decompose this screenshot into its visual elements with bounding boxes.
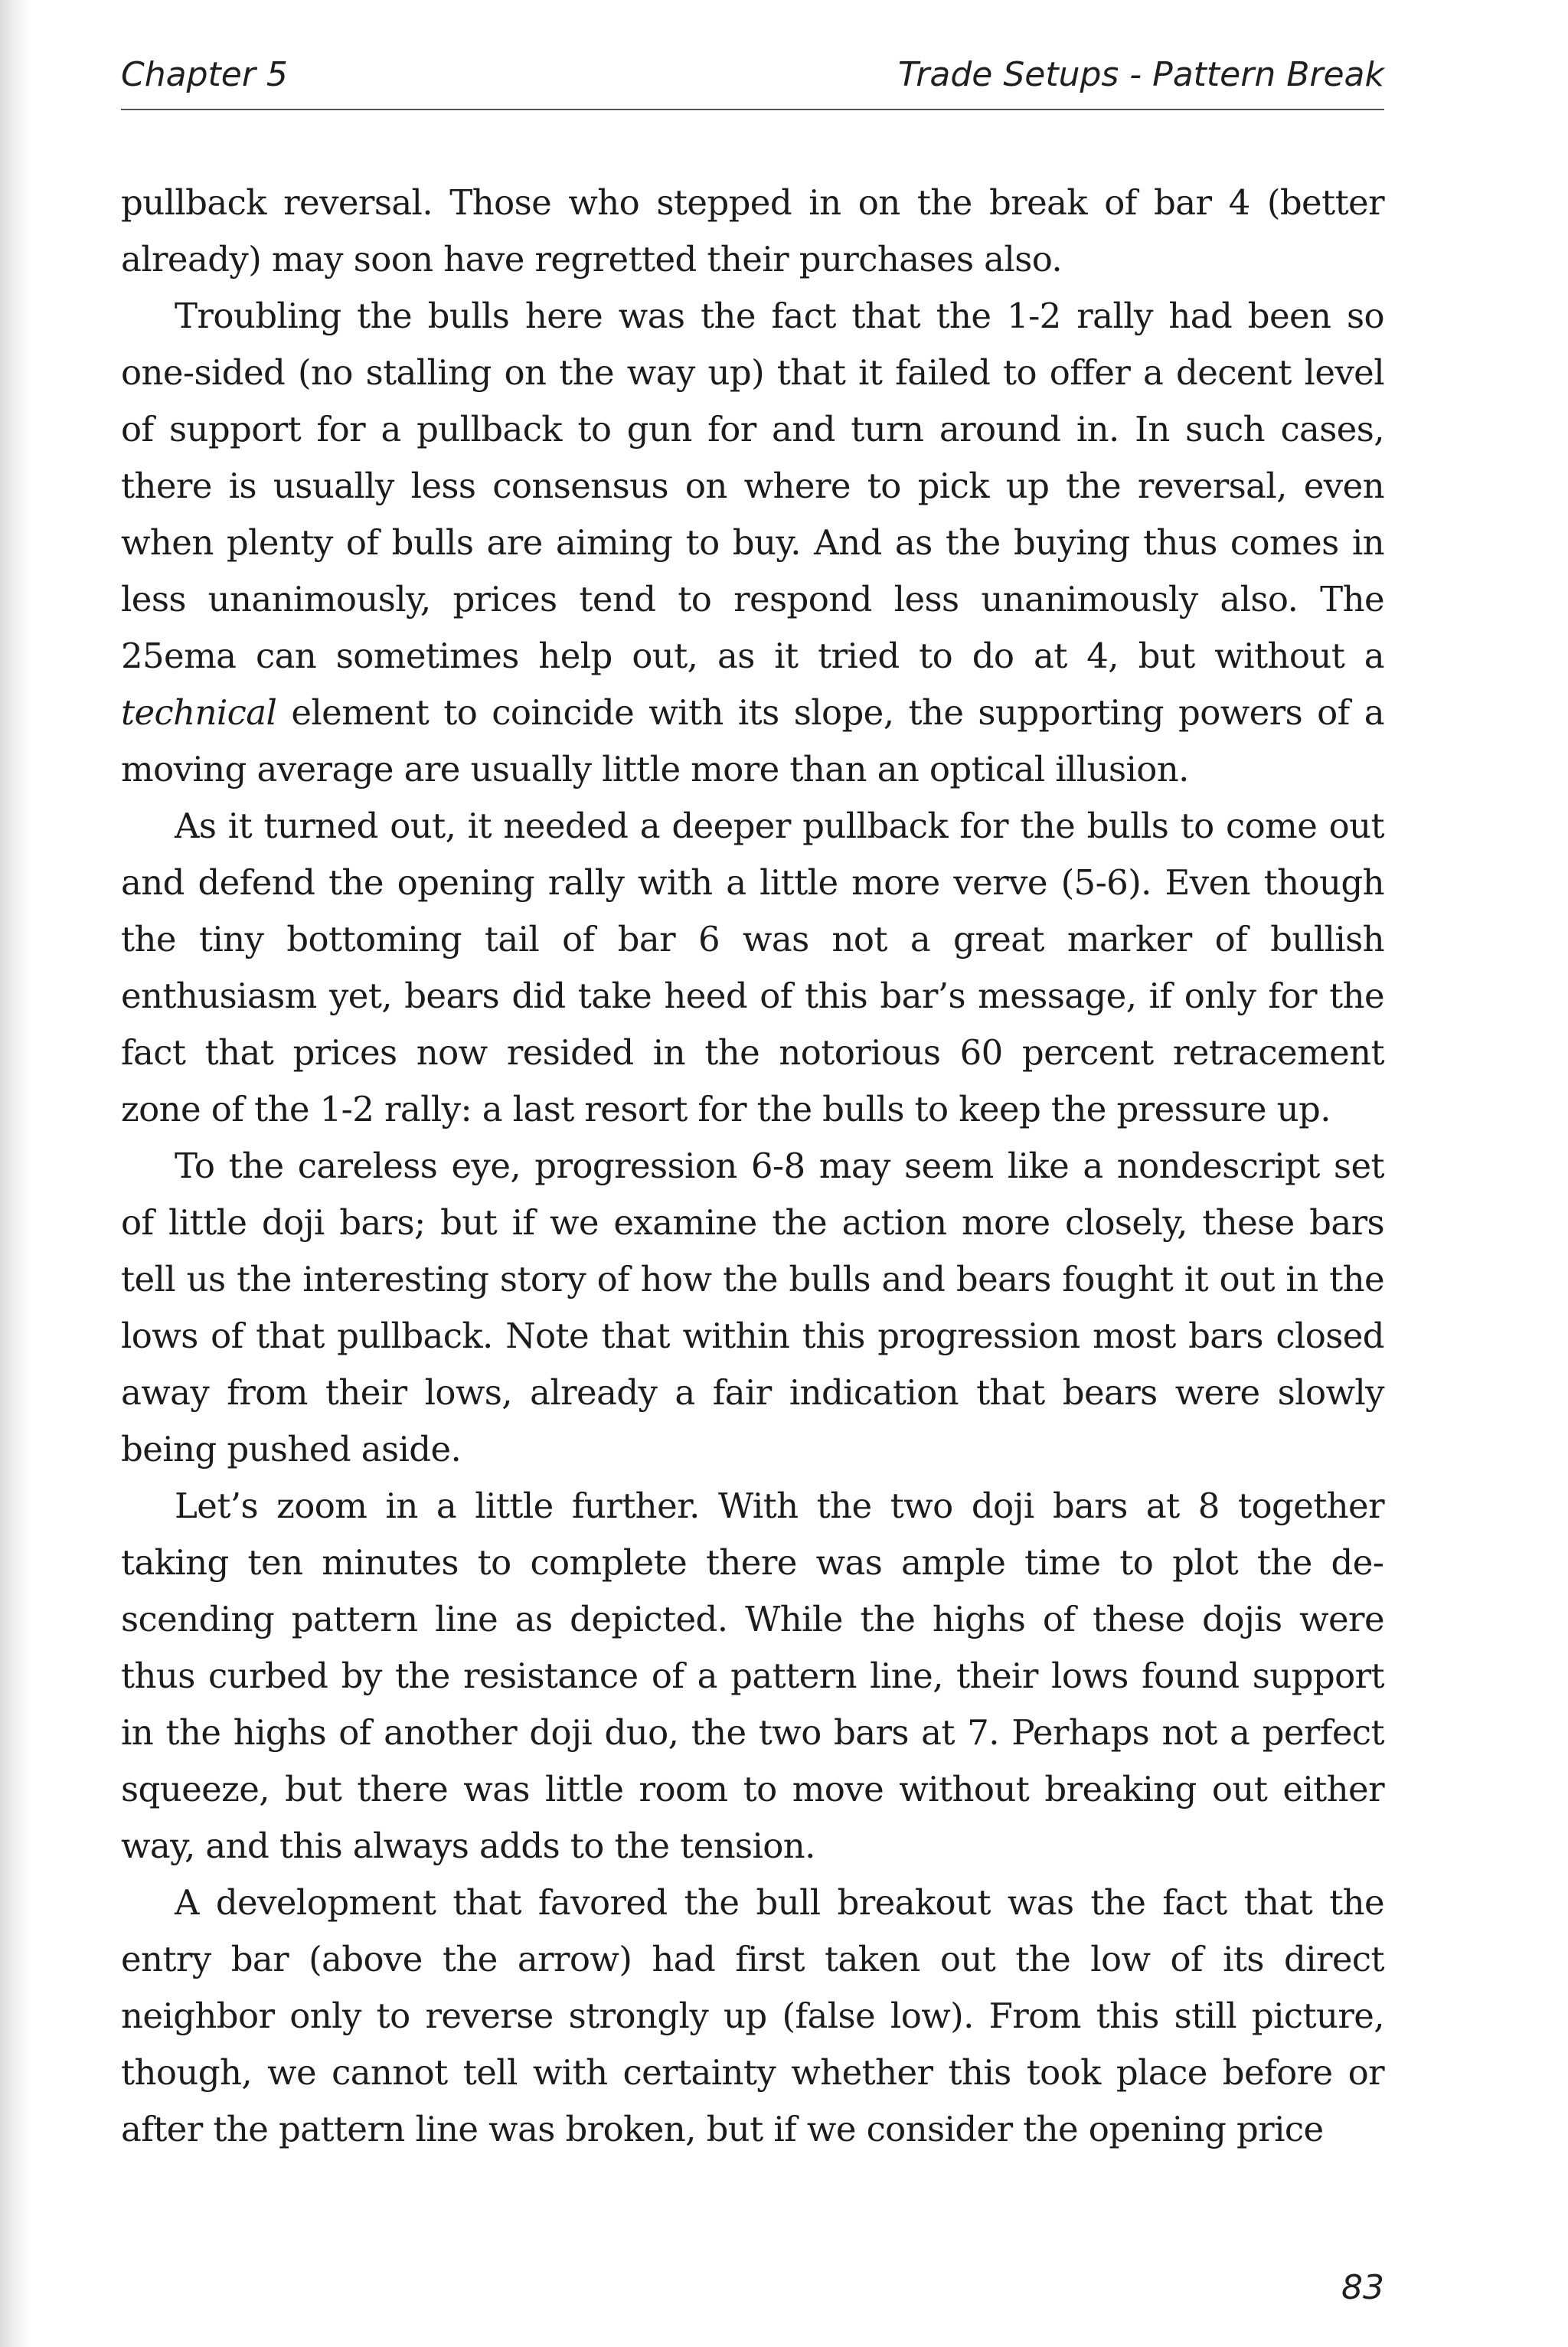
emphasis-technical: technical (121, 692, 277, 733)
running-header (121, 44, 1384, 106)
header-rule (121, 109, 1384, 110)
paragraph-2 (121, 288, 1384, 798)
paragraph-5: Let’s zoom in a little further. With the two doji bars at 8 together taking ten minutes to complete there was ample time to plot the descending pattern line as depicted. While the highs of these dojis were thus curbed by the resistance of a pattern line, their lows found support in the highs of another doji duo, the two bars at 7. Perhaps not a perfect squeeze, but there was little room to move without breaking out either way, and this always adds to the tension. (121, 1486, 1384, 1866)
paragraph-3: As it turned out, it needed a deeper pullback for the bulls to come out and defend the opening rally with a little more verve (5-6). Even though the tiny bottoming tail of bar 6 was not a great marker of bullish enthusiasm yet, bears did take heed of this bar’s message, if only for the fact that prices now resided in the notorious 60 percent retracement zone of the 1-2 rally: a last resort for the bulls to keep the pressure up. (121, 806, 1384, 1129)
body-text (121, 175, 1384, 2158)
paragraph-6: A development that favored the bull breakout was the fact that the entry bar (above the arrow) had first taken out the low of its direct neighbor only to reverse strongly up (false low). From this still picture, though, we cannot tell with certainty whether this took place before or after the pattern line was broken, but if we consider the opening price (121, 1882, 1384, 2149)
scan-edge-shadow (0, 0, 31, 2347)
page-number: 83 (1341, 2268, 1384, 2307)
section-title: Trade Setups - Pattern Break (897, 55, 1384, 94)
paragraph-2-text-b: element to coincide with its slope, the supporting powers of a moving average are usually little more than an optical illusion. (121, 692, 1384, 789)
paragraph-1: pullback reversal. Those who stepped in on the break of bar 4 (better already) may soon have regretted their purchases also. (121, 182, 1384, 279)
chapter-label: Chapter 5 (121, 55, 288, 94)
paragraph-2-text-a: Troubling the bulls here was the fact that the 1-2 rally had been so one-sided (no stalling on the way up) that it failed to offer a decent level of support for a pullback to gun for and turn around in. In such cases, there is usually less consensus on where to pick up the reversal, even when plenty of bulls are aiming to buy. And as the buying thus comes in less unanimously, prices tend to respond less unanimously also. The 25ema can sometimes help out, as it tried to do at 4, but without a (121, 296, 1384, 676)
paragraph-4: To the careless eye, progression 6-8 may seem like a nondescript set of little doji bars; but if we examine the action more closely, these bars tell us the interesting story of how the bulls and bears fought it out in the lows of that pullback. Note that within this progression most bars closed away from their lows, already a fair indication that bears were slowly being pushed aside. (121, 1146, 1384, 1469)
